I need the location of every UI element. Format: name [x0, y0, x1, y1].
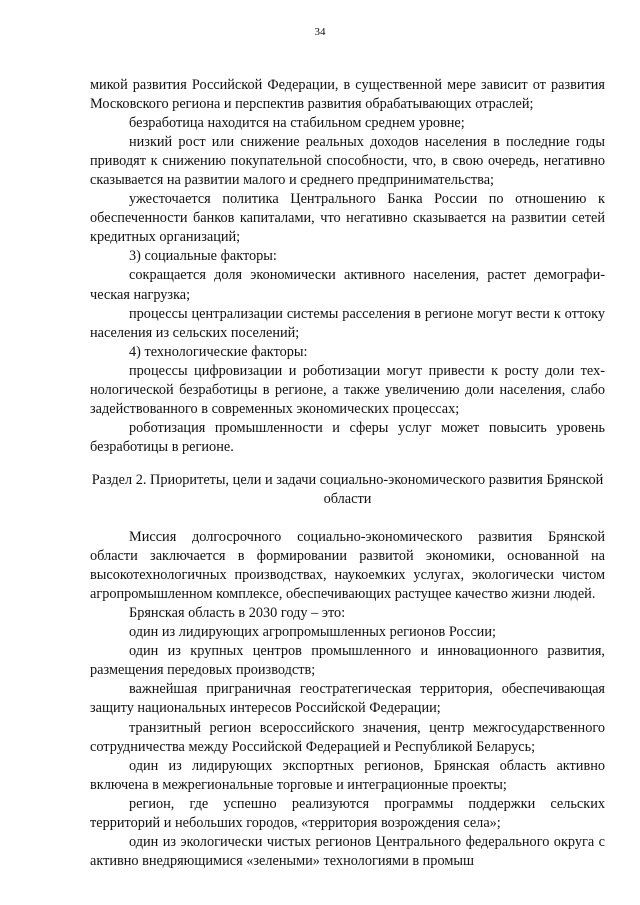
paragraph: один из лидирующих экспортных регионов, Брянская область активно включена в межрегиональные торговые и интеграционные проекты;: [90, 757, 605, 793]
paragraph: процессы централизации системы расселения в регионе могут вести к оттоку населения из сельских поселений;: [90, 305, 605, 341]
paragraph: роботизация промышленности и сферы услуг может повысить уровень безработицы в регионе.: [90, 419, 605, 455]
paragraph: один из экологически чистых регионов Центрального федерального округа с активно внедряющимися «зелеными» технологиями в промыш: [90, 833, 605, 869]
paragraph: ужесточается политика Центрального Банка России по отношению к обеспеченности банков капиталами, что негативно сказывается на развитии сетей кредитных организаций;: [90, 191, 605, 246]
paragraph: регион, где успешно реализуются программы поддержки сельских территорий и небольших городов, «территория возрождения села»;: [90, 795, 605, 831]
page-number: 34: [314, 26, 326, 38]
document-body: [90, 76, 605, 871]
paragraph: важнейшая приграничная геостратегическая территория, обеспечивающая защиту национальных интересов Российской Федерации;: [90, 681, 605, 717]
paragraph: один из лидирующих агропромышленных регионов России;: [129, 624, 496, 641]
paragraph: безработица находится на стабильном среднем уровне;: [129, 115, 465, 132]
paragraph: транзитный регион всероссийского значения, центр межгосударственного сотрудничества между Российской Федерацией и Республикой Беларусь;: [90, 719, 605, 755]
paragraph: сокращается доля экономически активного населения, растет демографическая нагрузка;: [90, 267, 605, 303]
paragraph: процессы цифровизации и роботизации могут привести к росту доли технологической безработицы в регионе, а также увеличению доли населения, слабо задействованного в современных экономических процессах;: [90, 362, 605, 417]
paragraph: Миссия долгосрочного социально-экономического развития Брянской области заключается в формировании развитой экономики, основанной на высокотехнологичных производствах, наукоемких услугах, экологически чистом агропромышленном комплексе, обеспечивающих растущее качество жизни людей.: [90, 529, 605, 603]
paragraph: низкий рост или снижение реальных доходов населения в последние годы приводят к снижению покупательной способности, что, в свою очередь, негативно сказывается на развитии малого и среднего предпринимательства;: [90, 134, 605, 189]
paragraph: Брянская область в 2030 году – это:: [129, 605, 346, 622]
list-heading: 3) социальные факторы:: [129, 248, 277, 265]
paragraph: один из крупных центров промышленного и инновационного развития, размещения передовых производств;: [90, 643, 605, 679]
paragraph: микой развития Российской Федерации, в существенной мере зависит от развития Московского региона и перспектив развития обрабатывающих отраслей;: [90, 77, 605, 113]
section-title: Раздел 2. Приоритеты, цели и задачи социально-экономического развития Брянской области: [91, 471, 604, 507]
list-heading: 4) технологические факторы:: [129, 343, 308, 360]
